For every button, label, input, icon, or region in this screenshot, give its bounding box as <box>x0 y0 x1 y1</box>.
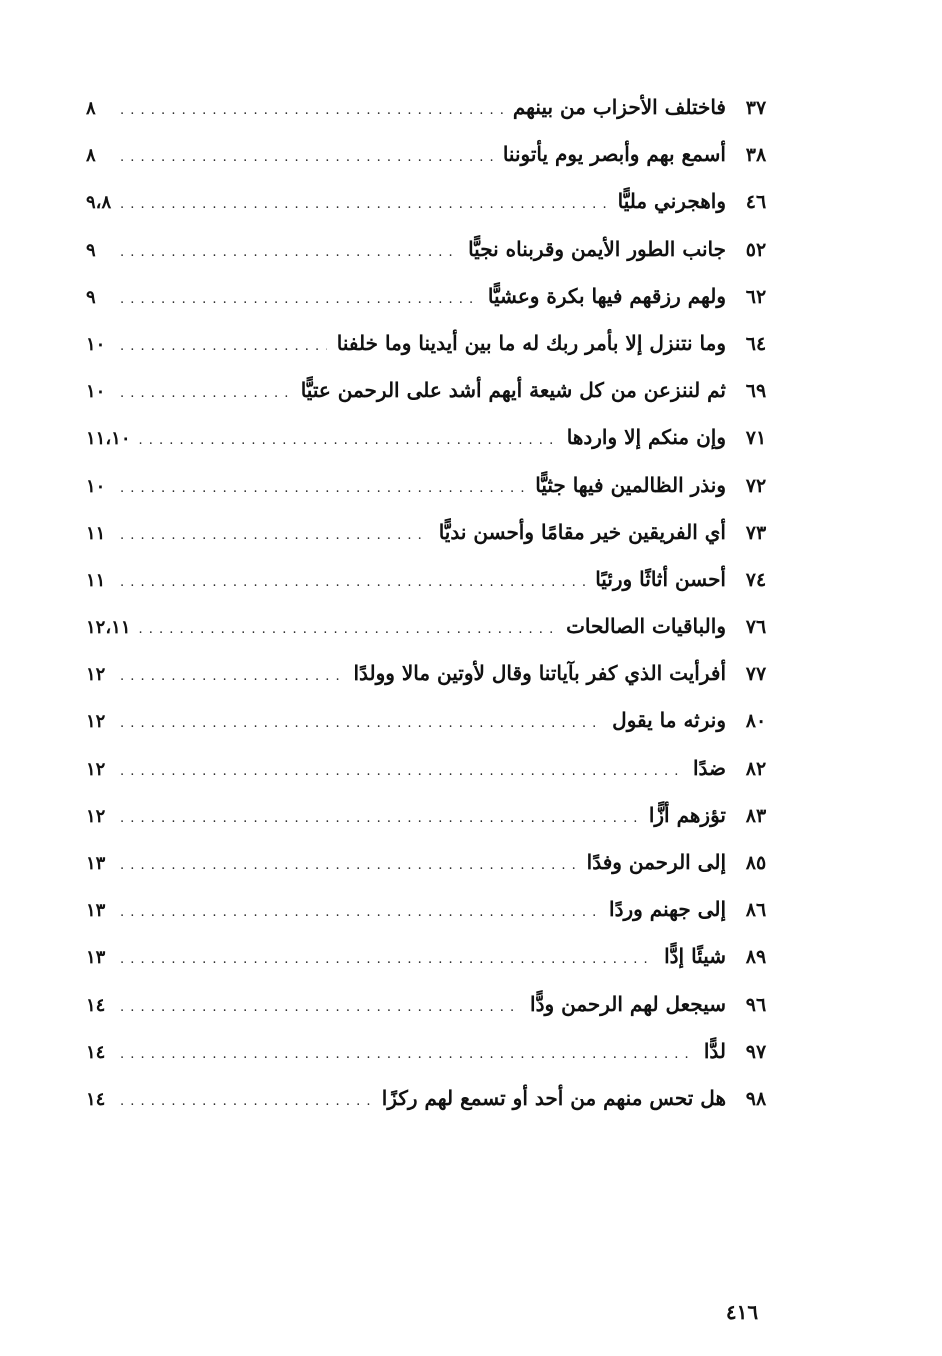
index-entry <box>86 792 786 839</box>
dot-leader <box>120 795 639 842</box>
page-refs: ١٣ <box>86 947 106 969</box>
page-refs: ١٠ <box>86 333 106 355</box>
index-entry <box>86 414 786 461</box>
verse-number: ٧١ <box>745 427 767 450</box>
dot-leader <box>120 465 525 512</box>
verse-number: ٧٢ <box>745 474 767 497</box>
index-entry <box>86 839 786 886</box>
verse-number: ٤٦ <box>745 191 767 214</box>
dot-leader <box>120 984 520 1031</box>
dot-leader <box>120 276 478 323</box>
verse-phrase: جانب الطور الأيمن وقربناه نجيًّا <box>468 236 726 261</box>
verse-number: ٨٢ <box>745 757 767 780</box>
verse-number: ٥٢ <box>745 238 767 261</box>
verse-number: ٩٨ <box>745 1087 767 1110</box>
verse-number: ٣٧ <box>745 97 767 119</box>
verse-number: ٨٣ <box>745 804 767 827</box>
index-entry <box>86 933 786 980</box>
verse-phrase: ثم لننزعن من كل شيعة أيهم أشد على الرحمن عتيًّا <box>300 378 726 403</box>
dot-leader <box>120 1031 694 1078</box>
dot-leader <box>120 842 577 889</box>
index-entry <box>86 509 786 556</box>
verse-phrase: شيئًا إدًّا <box>664 944 726 969</box>
verse-number: ٦٤ <box>745 332 767 355</box>
index-entry <box>86 981 786 1028</box>
page-refs: ٩ <box>86 286 96 308</box>
dot-leader <box>120 134 493 181</box>
verse-number: ٨٠ <box>745 710 767 733</box>
index-entry <box>86 462 786 509</box>
verse-number: ٧٧ <box>745 663 767 686</box>
page-number: ٤١٦ <box>725 1300 759 1324</box>
dot-leader <box>120 370 291 417</box>
dot-leader <box>120 748 683 795</box>
verse-phrase: ونرثه ما يقول <box>612 708 726 733</box>
verse-number: ٨٥ <box>745 852 767 874</box>
verse-number: ٦٩ <box>745 380 767 403</box>
verse-phrase: لدًّا <box>703 1038 726 1063</box>
index-entry <box>86 697 786 744</box>
index-entry <box>86 1028 786 1075</box>
page-refs: ١١ <box>86 569 106 591</box>
verse-number: ٩٦ <box>745 993 767 1016</box>
verse-phrase: ونذر الظالمين فيها جثيًّا <box>535 472 726 497</box>
page-refs: ١٤ <box>86 994 106 1016</box>
page-refs: ١٢ <box>86 805 106 827</box>
verse-phrase: واهجرني مليًّا <box>617 189 726 214</box>
dot-leader <box>120 559 585 606</box>
page-refs: ١٤ <box>86 1088 106 1110</box>
verse-phrase: سيجعل لهم الرحمن ودًّا <box>530 991 726 1016</box>
verse-phrase: أي الفريقين خير مقامًا وأحسن نديًّا <box>438 519 726 544</box>
page-refs: ١٣ <box>86 900 106 922</box>
verse-number: ٣٨ <box>745 144 767 167</box>
index-entry <box>86 603 786 650</box>
verse-phrase: ضدًا <box>692 755 726 780</box>
verse-number: ٧٤ <box>745 568 767 591</box>
verse-phrase: فاختلف الأحزاب من بينهم <box>512 95 726 119</box>
page-refs: ١٠ <box>86 381 106 403</box>
dot-leader <box>120 936 654 983</box>
verse-phrase: إلى جهنم وردًا <box>609 897 726 922</box>
page-refs: ١١،١٠ <box>86 428 131 450</box>
verse-number: ٩٧ <box>745 1040 767 1063</box>
verse-phrase: أفرأيت الذي كفر بآياتنا وقال لأوتين مالا وولدًا <box>353 661 726 686</box>
dot-leader <box>120 512 429 559</box>
dot-leader <box>120 1078 372 1125</box>
verse-phrase: والباقيات الصالحات <box>566 614 726 639</box>
page-refs: ١٢،١١ <box>86 617 131 639</box>
verse-phrase: وإن منكم إلا واردها <box>566 425 726 450</box>
index-entry <box>86 556 786 603</box>
dot-leader <box>120 181 608 228</box>
verse-number: ٦٢ <box>745 285 767 308</box>
page-refs: ٨ <box>86 98 96 119</box>
verse-phrase: ولهم رزقهم فيها بكرة وعشيًّا <box>487 283 726 308</box>
verse-phrase: تؤزهم أزًّا <box>648 802 726 827</box>
page-refs: ٩ <box>86 239 96 261</box>
page-refs: ١٢ <box>86 758 106 780</box>
index-entry <box>86 273 786 320</box>
verse-number: ٧٦ <box>745 616 767 639</box>
index-entry <box>86 367 786 414</box>
verse-phrase: هل تحس منهم من أحد أو تسمع لهم ركزًا <box>381 1085 726 1110</box>
index-entry <box>86 226 786 273</box>
page-refs: ١٤ <box>86 1041 106 1063</box>
verse-number: ٨٦ <box>745 899 767 922</box>
verse-phrase: وما نتنزل إلا بأمر ربك له ما بين أيدينا وما خلفنا <box>336 330 726 355</box>
dot-leader <box>120 653 343 700</box>
index-entry <box>86 131 786 178</box>
dot-leader <box>120 87 503 134</box>
dot-leader <box>138 417 556 464</box>
dot-leader <box>120 229 458 276</box>
index-entry <box>86 650 786 697</box>
index-entry <box>86 745 786 792</box>
page-refs: ٨ <box>86 145 96 167</box>
index-entry <box>86 84 786 131</box>
index-entry <box>86 1075 786 1122</box>
dot-leader <box>120 323 327 370</box>
verse-phrase: إلى الرحمن وفدًا <box>586 850 726 874</box>
index-entry <box>86 886 786 933</box>
verse-phrase: أسمع بهم وأبصر يوم يأتوننا <box>502 142 726 167</box>
page-refs: ١١ <box>86 522 106 544</box>
page-refs: ١٣ <box>86 853 106 874</box>
verse-index-list <box>86 84 786 1122</box>
verse-number: ٨٩ <box>745 946 767 969</box>
index-entry <box>86 320 786 367</box>
page-refs: ٩،٨ <box>86 192 112 214</box>
verse-number: ٧٣ <box>745 521 767 544</box>
index-entry <box>86 178 786 225</box>
dot-leader <box>120 889 599 936</box>
page-refs: ١٢ <box>86 711 106 733</box>
dot-leader <box>138 606 556 653</box>
page-refs: ١٢ <box>86 664 106 686</box>
page-refs: ١٠ <box>86 475 106 497</box>
verse-phrase: أحسن أثاثًا ورئيًا <box>595 566 726 591</box>
dot-leader <box>120 700 602 747</box>
